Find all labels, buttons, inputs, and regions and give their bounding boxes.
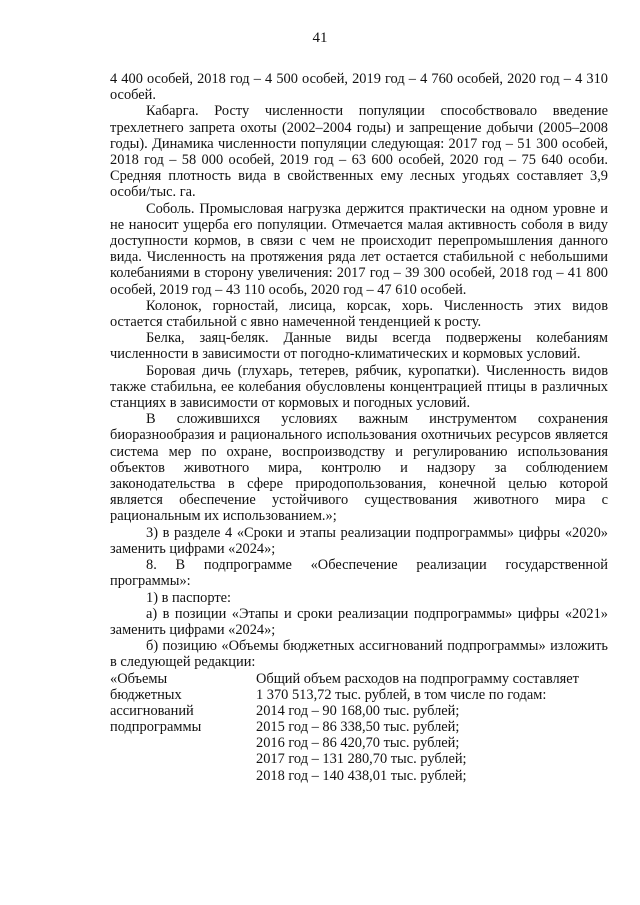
budget-label-line: «Объемы xyxy=(110,670,168,687)
budget-values xyxy=(256,671,608,784)
paragraph-item-b: б) позицию «Объемы бюджетных ассигнований подпрограммы» изложить в следующей редакции: xyxy=(110,638,608,671)
budget-label xyxy=(110,671,256,784)
paragraph-item-3: 3) в разделе 4 «Сроки и этапы реализации подпрограммы» цифры «2020» заменить цифрами «2024»; xyxy=(110,524,608,557)
paragraph-item-8: 8. В подпрограмме «Обеспечение реализации государственной программы»: xyxy=(110,557,608,590)
paragraph-conditions: В сложившихся условиях важным инструментом сохранения биоразнообразия и рационального использования охотничьих ресурсов является система мер по охране, воспроизводству и регулированию использования объектов животного мира, контролю и надзору за соблюдением законодательства в сфере природопользования, конечной целью которой является обеспечение устойчивого существования животного мира с рациональным их использованием.»; xyxy=(110,411,608,525)
paragraph-borovaya-dich: Боровая дичь (глухарь, тетерев, рябчик, куропатки). Численность видов также стабильна, ее колебания обусловлены концентрацией птицы в различных станциях в зависимости от кормовых и погодных условий. xyxy=(110,362,608,412)
paragraph-musk-deer-continuation: 4 400 особей, 2018 год – 4 500 особей, 2019 год – 4 760 особей, 2020 год – 4 310 особей. xyxy=(110,71,608,104)
page-number: 41 xyxy=(312,30,328,46)
budget-year-2015: 2015 год – 86 338,50 тыс. рублей; xyxy=(256,719,460,736)
paragraph-kabarga: Кабарга. Росту численности популяции способствовало введение трехлетнего запрета охоты (2002–2004 годы) и запрещение добычи (2005–2008 годы). Динамика численности популяции следующая: 2017 год – 51 300 особей, 2018 год – 58 000 особей, 2019 год – 63 600 особей, 2020 год – 75 640 особи. Средняя плотность вида в свойственных ему лесных угодьях составляет 3,9 особи/тыс. га. xyxy=(110,103,608,201)
budget-year-2014: 2014 год – 90 168,00 тыс. рублей; xyxy=(256,702,460,719)
budget-year-2016: 2016 год – 86 420,70 тыс. рублей; xyxy=(256,735,460,752)
paragraph-sobol: Соболь. Промысловая нагрузка держится практически на одном уровне и не наносит ущерба его популяции. Отмечается малая активность соболя в виду доступности кормов, в связи с чем не происходит перепромышления данного вида. Численность на протяжения ряда лет остается стабильной с небольшими колебаниями в сторону увеличения: 2017 год – 39 300 особей, 2018 год – 41 800 особей, 2019 год – 43 110 особь, 2020 год – 47 610 особей. xyxy=(110,200,608,298)
budget-label-line: подпрограммы xyxy=(110,719,202,736)
document-body xyxy=(110,71,608,784)
budget-year-2018: 2018 год – 140 438,01 тыс. рублей; xyxy=(256,767,467,784)
paragraph-item-a: а) в позиции «Этапы и сроки реализации подпрограммы» цифры «2021» заменить цифрами «2024»; xyxy=(110,605,608,638)
budget-label-line: бюджетных xyxy=(110,686,182,703)
budget-year-2017: 2017 год – 131 280,70 тыс. рублей; xyxy=(256,751,467,768)
budget-total-amount: 1 370 513,72 тыс. рублей, в том числе по годам: xyxy=(256,686,547,703)
budget-total-line: Общий объем расходов на подпрограмму составляет xyxy=(256,670,579,687)
paragraph-belka: Белка, заяц-беляк. Данные виды всегда подвержены колебаниям численности в зависимости от погодно-климатических и кормовых условий. xyxy=(110,330,608,363)
budget-allocation-block xyxy=(110,671,608,784)
budget-label-line: ассигнований xyxy=(110,702,194,719)
paragraph-item-1-passport: 1) в паспорте: xyxy=(146,589,232,606)
paragraph-kolonok: Колонок, горностай, лисица, корсак, хорь. Численность этих видов остается стабильной с явно намеченной тенденцией к росту. xyxy=(110,297,608,331)
